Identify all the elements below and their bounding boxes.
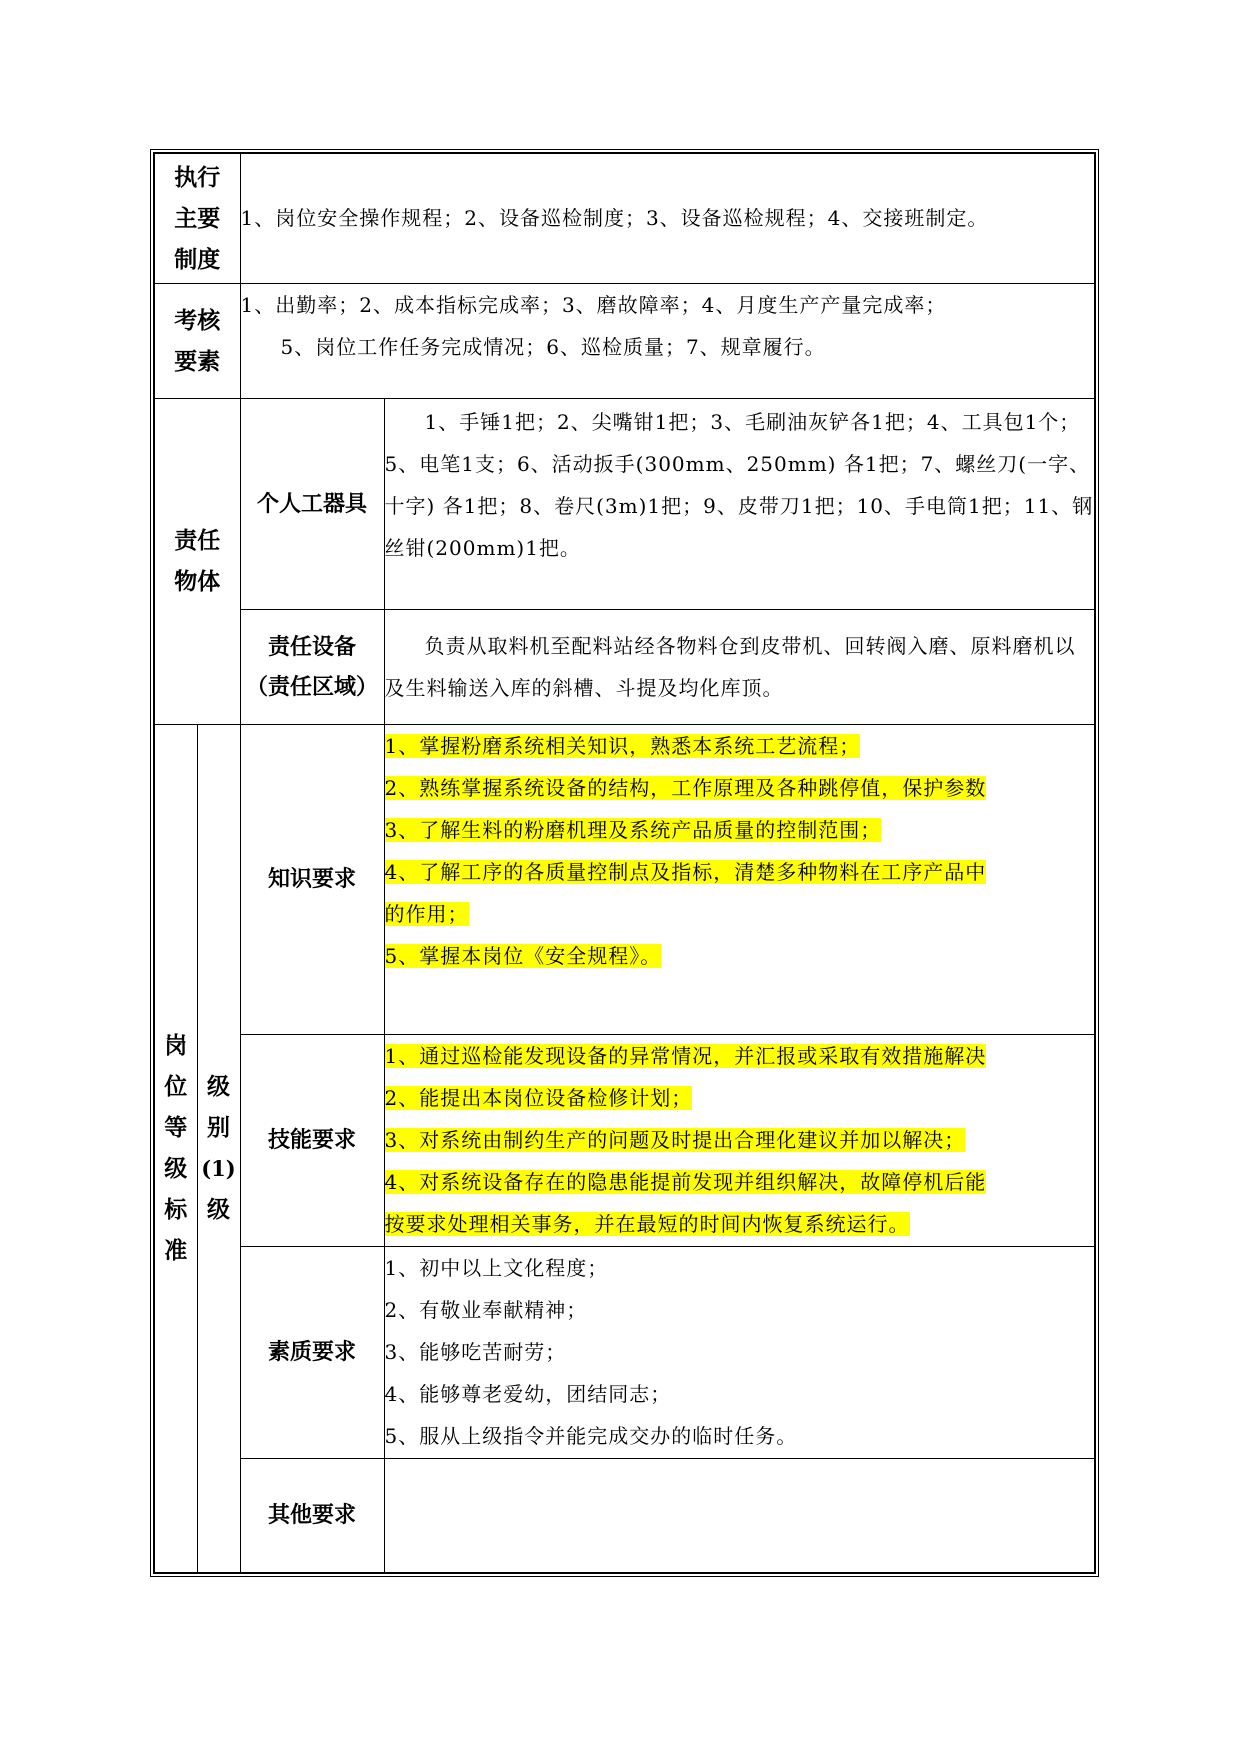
quality-content: 1、初中以上文化程度； 2、有敬业奉献精神； 3、能够吃苦耐劳； 4、能够尊老爱幼，团结同志； 5、服从上级指令并能完成交办的临时任务。 <box>384 1246 1095 1458</box>
other-row <box>154 1458 1095 1573</box>
standards-label: 岗 位 等 级 标 准 <box>154 724 197 1573</box>
equipment-row <box>154 609 1095 724</box>
tools-content: 1、手锤1把；2、尖嘴钳1把；3、毛刷油灰铲各1把；4、工具包1个；5、电笔1支；6、活动扳手(300mm、250mm) 各1把；7、螺丝刀(一字、十字) 各1把；8、卷尺(3m)1把；9、皮带刀1把；10、手电筒1把；11、钢丝钳(200mm)1把。 <box>384 398 1095 609</box>
knowledge-row <box>154 724 1095 1034</box>
job-standard-table <box>153 152 1096 1574</box>
assessment-content: 1、出勤率；2、成本指标完成率；3、磨故障率；4、月度生产产量完成率； 5、岗位工作任务完成情况；6、巡检质量；7、规章履行。 <box>240 283 1095 398</box>
knowledge-label: 知识要求 <box>240 724 384 1034</box>
objects-label: 责任 物体 <box>154 398 240 724</box>
tools-row <box>154 398 1095 609</box>
other-label: 其他要求 <box>240 1458 384 1573</box>
assessment-row <box>154 283 1095 398</box>
skill-row <box>154 1034 1095 1246</box>
equipment-content: 负责从取料机至配料站经各物料仓到皮带机、回转阀入磨、原料磨机以及生料输送入库的斜槽、斗提及均化库顶。 <box>384 609 1095 724</box>
other-content <box>384 1458 1095 1573</box>
equipment-label: 责任设备 （责任区域） <box>240 609 384 724</box>
assessment-label: 考核 要素 <box>154 283 240 398</box>
rules-row <box>154 153 1095 283</box>
knowledge-content: 1、掌握粉磨系统相关知识，熟悉本系统工艺流程； 2、熟练掌握系统设备的结构，工作原理及各种跳停值，保护参数 3、了解生料的粉磨机理及系统产品质量的控制范围； 4、了解工序的各质量控制点及指标，清楚多种物料在工序产品中 的作用； 5、掌握本岗位《安全规程》。 <box>384 724 1095 1034</box>
quality-label: 素质要求 <box>240 1246 384 1458</box>
skill-label: 技能要求 <box>240 1034 384 1246</box>
tools-label: 个人工器具 <box>240 398 384 609</box>
skill-content: 1、通过巡检能发现设备的异常情况，并汇报或采取有效措施解决 2、能提出本岗位设备检修计划； 3、对系统由制约生产的问题及时提出合理化建议并加以解决； 4、对系统设备存在的隐患能提前发现并组织解决，故障停机后能 按要求处理相关事务，并在最短的时间内恢复系统运行。 <box>384 1034 1095 1246</box>
rules-content: 1、岗位安全操作规程；2、设备巡检制度；3、设备巡检规程；4、交接班制定。 <box>240 153 1095 283</box>
quality-row <box>154 1246 1095 1458</box>
level-label: 级 别 (1) 级 <box>197 724 240 1573</box>
rules-label: 执行 主要 制度 <box>154 153 240 283</box>
